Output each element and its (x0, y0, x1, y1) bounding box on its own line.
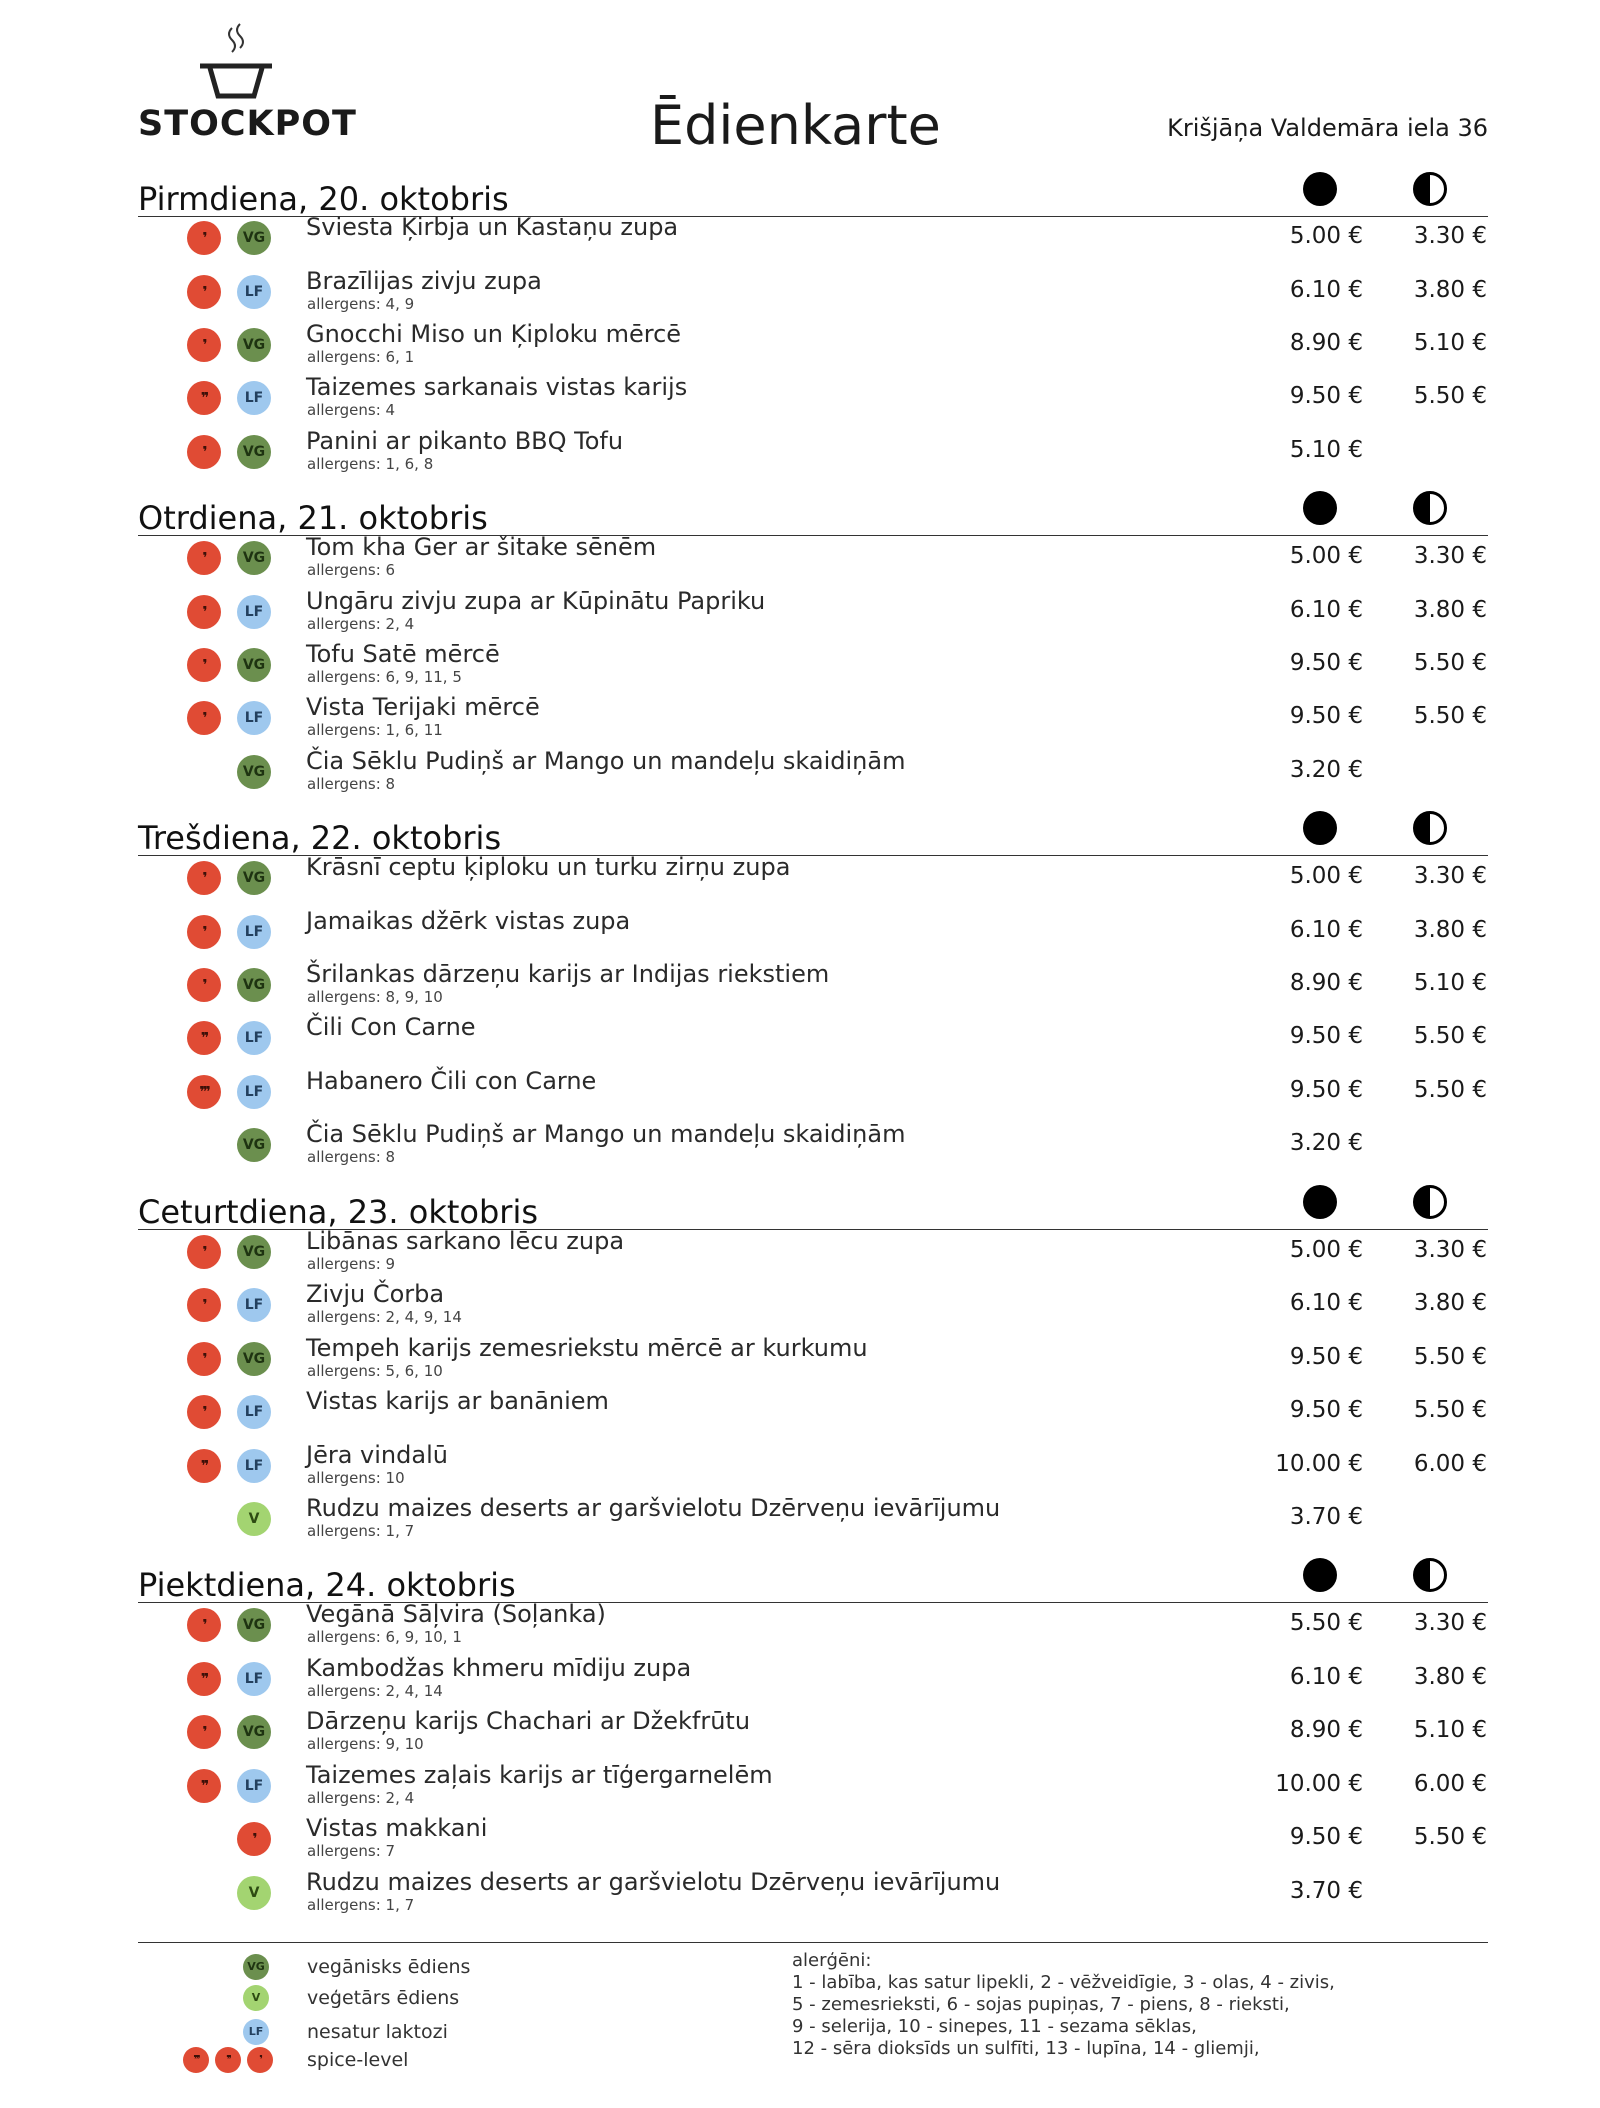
menu-item (0, 1389, 1600, 1441)
vegan-badge: VG (237, 968, 271, 1002)
price-full: 9.50 € (1289, 703, 1363, 729)
menu-item (0, 642, 1600, 694)
chili-icon: ❜ (187, 275, 221, 309)
chili-icon: ❜ (187, 701, 221, 735)
half-portion-icon (1413, 811, 1447, 845)
price-half: 3.80 € (1413, 597, 1487, 623)
chili-icon: ❜ (187, 915, 221, 949)
dish-allergens: allergens: 1, 6, 11 (307, 721, 443, 739)
lactose-free-badge: LF (237, 1075, 271, 1109)
menu-item (0, 1763, 1600, 1815)
price-half: 3.80 € (1413, 917, 1487, 943)
menu-item (0, 909, 1600, 961)
price-half: 3.30 € (1413, 543, 1487, 569)
dish-name: Libānas sarkano lēcu zupa (306, 1227, 625, 1255)
stockpot-logo (138, 22, 357, 152)
menu-item (0, 1336, 1600, 1388)
dish-name: Tempeh karijs zemesriekstu mērcē ar kurkumu (306, 1334, 868, 1362)
dish-allergens: allergens: 2, 4, 14 (307, 1682, 443, 1700)
dish-name: Panini ar pikanto BBQ Tofu (306, 427, 624, 455)
lactose-free-badge: LF (243, 2019, 269, 2045)
dish-name: Tofu Satē mērcē (306, 640, 500, 668)
price-full: 8.90 € (1289, 330, 1363, 356)
price-half: 5.50 € (1413, 1824, 1487, 1850)
price-half: 5.50 € (1413, 383, 1487, 409)
price-full: 3.20 € (1289, 757, 1363, 783)
dish-name: Vista Terijaki mērcē (306, 693, 540, 721)
dish-allergens: allergens: 8 (307, 775, 396, 793)
vegan-badge: VG (237, 755, 271, 789)
chili-icon: ❜ (187, 1235, 221, 1269)
menu-item (0, 1015, 1600, 1067)
chili-icon: ❜❜ (187, 1662, 221, 1696)
menu-item (0, 1602, 1600, 1654)
full-portion-icon (1303, 491, 1337, 525)
price-half: 5.50 € (1413, 650, 1487, 676)
price-full: 9.50 € (1289, 1077, 1363, 1103)
price-full: 5.00 € (1289, 1237, 1363, 1263)
chili-icon: ❜ (187, 1288, 221, 1322)
dish-allergens: allergens: 2, 4 (307, 1789, 415, 1807)
chili-icon: ❜ (187, 968, 221, 1002)
dish-allergens: allergens: 6, 9, 10, 1 (307, 1628, 462, 1646)
dish-name: Gnocchi Miso un Ķiploku mērcē (306, 320, 682, 348)
lactose-free-badge: LF (237, 1021, 271, 1055)
half-portion-icon (1413, 172, 1447, 206)
address: Krišjāņa Valdemāra iela 36 (1167, 114, 1488, 142)
vegan-badge: VG (237, 221, 271, 255)
chili-icon: ❜ (187, 1608, 221, 1642)
menu-item (0, 429, 1600, 481)
day-header (138, 1183, 1488, 1230)
lactose-free-badge: LF (237, 1769, 271, 1803)
dish-name: Taizemes zaļais karijs ar tīģergarnelēm (306, 1761, 773, 1789)
half-portion-icon (1413, 1558, 1447, 1592)
chili-icon: ❜❜ (187, 381, 221, 415)
vegan-badge: VG (237, 648, 271, 682)
price-half: 5.10 € (1413, 1717, 1487, 1743)
menu-item (0, 695, 1600, 747)
dish-allergens: allergens: 10 (307, 1469, 405, 1487)
dish-name: Kambodžas khmeru mīdiju zupa (306, 1654, 692, 1682)
chili-icon: ❜❜ (187, 1449, 221, 1483)
dish-allergens: allergens: 6, 1 (307, 348, 415, 366)
vegan-badge: VG (237, 1608, 271, 1642)
dish-name: Vistas makkani (306, 1814, 488, 1842)
dish-allergens: allergens: 6, 9, 11, 5 (307, 668, 462, 686)
lactose-free-badge: LF (237, 1449, 271, 1483)
menu-item (0, 1282, 1600, 1334)
chili-icon: ❜❜ (187, 1021, 221, 1055)
dish-allergens: allergens: 2, 4, 9, 14 (307, 1308, 462, 1326)
day-title: Trešdiena, 22. oktobris (138, 819, 502, 857)
chili-icon: ❜ (187, 648, 221, 682)
chili-icon: ❜ (187, 435, 221, 469)
chili-icon: ❜ (187, 328, 221, 362)
price-half: 5.10 € (1413, 970, 1487, 996)
vegan-badge: VG (243, 1954, 269, 1980)
chili-icon: ❜❜❜ (183, 2047, 209, 2073)
price-half: 3.80 € (1413, 277, 1487, 303)
menu-item (0, 1443, 1600, 1495)
lactose-free-badge: LF (237, 701, 271, 735)
dish-name: Rudzu maizes deserts ar garšvielotu Dzērveņu ievārījumu (306, 1494, 1001, 1522)
price-full: 8.90 € (1289, 970, 1363, 996)
vegan-badge: VG (237, 328, 271, 362)
lactose-free-badge: LF (237, 1662, 271, 1696)
price-half: 3.30 € (1413, 1237, 1487, 1263)
price-half: 5.50 € (1413, 1023, 1487, 1049)
price-full: 6.10 € (1289, 277, 1363, 303)
price-half: 5.50 € (1413, 1397, 1487, 1423)
price-half: 3.80 € (1413, 1664, 1487, 1690)
menu-item (0, 1229, 1600, 1281)
legend-label: veģetārs ēdiens (307, 1987, 460, 2009)
price-full: 9.50 € (1289, 650, 1363, 676)
price-half: 3.80 € (1413, 1290, 1487, 1316)
chili-icon: ❜ (187, 221, 221, 255)
price-full: 9.50 € (1289, 1023, 1363, 1049)
price-full: 10.00 € (1275, 1771, 1363, 1797)
menu-item (0, 215, 1600, 267)
price-full: 5.10 € (1289, 437, 1363, 463)
allergens-line: 9 - selerija, 10 - sinepes, 11 - sezama sēklas, (792, 2016, 1197, 2037)
day-title: Pirmdiena, 20. oktobris (138, 180, 509, 218)
price-full: 6.10 € (1289, 917, 1363, 943)
menu-item (0, 1870, 1600, 1922)
menu-item (0, 269, 1600, 321)
dish-name: Krāsnī ceptu ķiploku un turku zirņu zupa (306, 853, 791, 881)
menu-item (0, 589, 1600, 641)
vegan-badge: VG (237, 1342, 271, 1376)
price-half: 3.30 € (1413, 863, 1487, 889)
chili-icon: ❜❜ (187, 1769, 221, 1803)
menu-item (0, 855, 1600, 907)
menu-item (0, 1709, 1600, 1761)
price-half: 5.50 € (1413, 1077, 1487, 1103)
legend-item (0, 1954, 700, 1984)
dish-name: Jamaikas džērk vistas zupa (306, 907, 631, 935)
price-half: 3.30 € (1413, 1610, 1487, 1636)
price-half: 5.50 € (1413, 703, 1487, 729)
price-full: 10.00 € (1275, 1451, 1363, 1477)
legend-divider (138, 1942, 1488, 1943)
price-full: 5.00 € (1289, 543, 1363, 569)
chili-icon: ❜ (187, 1395, 221, 1429)
menu-item (0, 962, 1600, 1014)
lactose-free-badge: LF (237, 381, 271, 415)
legend-label: vegānisks ēdiens (307, 1956, 471, 1978)
vegan-badge: VG (237, 1715, 271, 1749)
dish-allergens: allergens: 2, 4 (307, 615, 415, 633)
price-half: 5.10 € (1413, 330, 1487, 356)
legend-item (0, 2019, 700, 2049)
dish-name: Šrilankas dārzeņu karijs ar Indijas riekstiem (306, 960, 830, 988)
dish-name: Brazīlijas zivju zupa (306, 267, 542, 295)
dish-allergens: allergens: 1, 6, 8 (307, 455, 434, 473)
lactose-free-badge: LF (237, 595, 271, 629)
legend-item (0, 2047, 700, 2077)
vegan-badge: VG (237, 1128, 271, 1162)
half-portion-icon (1413, 1185, 1447, 1219)
logo-text: STOCKPOT (138, 104, 357, 144)
day-title: Piektdiena, 24. oktobris (138, 1566, 516, 1604)
chili-icon: ❜ (187, 541, 221, 575)
lactose-free-badge: LF (237, 1395, 271, 1429)
dish-name: Čia Sēklu Pudiņš ar Mango un mandeļu skaidiņām (306, 747, 906, 775)
dish-allergens: allergens: 4 (307, 401, 396, 419)
dish-allergens: allergens: 8 (307, 1148, 396, 1166)
price-half: 6.00 € (1413, 1451, 1487, 1477)
price-full: 9.50 € (1289, 1397, 1363, 1423)
price-full: 5.50 € (1289, 1610, 1363, 1636)
menu-item (0, 535, 1600, 587)
chili-icon: ❜ (187, 1715, 221, 1749)
price-full: 5.00 € (1289, 863, 1363, 889)
chili-icon: ❜ (187, 595, 221, 629)
full-portion-icon (1303, 1185, 1337, 1219)
chili-icon: ❜ (247, 2047, 273, 2073)
allergens-line: 5 - zemesrieksti, 6 - sojas pupiņas, 7 - piens, 8 - rieksti, (792, 1994, 1290, 2015)
page-title: Ēdienkarte (650, 94, 941, 157)
dish-name: Rudzu maizes deserts ar garšvielotu Dzērveņu ievārījumu (306, 1868, 1001, 1896)
dish-name: Taizemes sarkanais vistas karijs (306, 373, 688, 401)
price-full: 9.50 € (1289, 383, 1363, 409)
price-full: 6.10 € (1289, 597, 1363, 623)
lactose-free-badge: LF (237, 275, 271, 309)
dish-name: Tom kha Ger ar šitake sēnēm (306, 533, 657, 561)
dish-name: Jēra vindalū (306, 1441, 448, 1469)
menu-item (0, 1069, 1600, 1121)
price-full: 9.50 € (1289, 1344, 1363, 1370)
legend-label: nesatur laktozi (307, 2021, 448, 2043)
allergens-line: 1 - labība, kas satur lipekli, 2 - vēžveidīgie, 3 - olas, 4 - zivis, (792, 1972, 1335, 1993)
price-full: 3.70 € (1289, 1504, 1363, 1530)
dish-allergens: allergens: 6 (307, 561, 396, 579)
dish-name: Čili Con Carne (306, 1013, 476, 1041)
half-portion-icon (1413, 491, 1447, 525)
price-full: 5.00 € (1289, 223, 1363, 249)
vegetarian-badge: V (237, 1876, 271, 1910)
day-header (138, 1556, 1488, 1603)
price-half: 3.30 € (1413, 223, 1487, 249)
dish-name: Zivju Čorba (306, 1280, 445, 1308)
dish-allergens: allergens: 5, 6, 10 (307, 1362, 443, 1380)
dish-name: Dārzeņu karijs Chachari ar Džekfrūtu (306, 1707, 751, 1735)
menu-item (0, 322, 1600, 374)
allergens-line: 12 - sēra dioksīds un sulfīti, 13 - lupīna, 14 - gliemji, (792, 2038, 1260, 2059)
dish-name: Vistas karijs ar banāniem (306, 1387, 609, 1415)
vegetarian-badge: V (243, 1985, 269, 2011)
menu-item (0, 1496, 1600, 1548)
day-header (138, 170, 1488, 217)
legend-label: spice-level (307, 2049, 409, 2071)
dish-allergens: allergens: 7 (307, 1842, 396, 1860)
price-half: 6.00 € (1413, 1771, 1487, 1797)
vegan-badge: VG (237, 1235, 271, 1269)
price-full: 9.50 € (1289, 1824, 1363, 1850)
legend-item (0, 1985, 700, 2015)
dish-allergens: allergens: 1, 7 (307, 1896, 415, 1914)
menu-item (0, 1656, 1600, 1708)
allergens-legend (792, 1950, 1335, 2060)
day-header (138, 809, 1488, 856)
full-portion-icon (1303, 172, 1337, 206)
day-title: Ceturtdiena, 23. oktobris (138, 1193, 539, 1231)
menu-item (0, 375, 1600, 427)
price-full: 3.20 € (1289, 1130, 1363, 1156)
lactose-free-badge: LF (237, 1288, 271, 1322)
vegetarian-badge: V (237, 1502, 271, 1536)
chili-icon: ❜ (187, 1342, 221, 1376)
dish-name: Ungāru zivju zupa ar Kūpinātu Papriku (306, 587, 766, 615)
menu-item (0, 1816, 1600, 1868)
day-header (138, 489, 1488, 536)
price-full: 8.90 € (1289, 1717, 1363, 1743)
full-portion-icon (1303, 811, 1337, 845)
menu-item (0, 1122, 1600, 1174)
vegan-badge: VG (237, 541, 271, 575)
price-half: 5.50 € (1413, 1344, 1487, 1370)
pot-icon (196, 22, 276, 104)
lactose-free-badge: LF (237, 915, 271, 949)
chili-icon: ❜❜ (215, 2047, 241, 2073)
dish-allergens: allergens: 9 (307, 1255, 396, 1273)
dish-name: Čia Sēklu Pudiņš ar Mango un mandeļu skaidiņām (306, 1120, 906, 1148)
vegan-badge: VG (237, 861, 271, 895)
full-portion-icon (1303, 1558, 1337, 1592)
chili-icon: ❜ (237, 1822, 271, 1856)
chili-icon: ❜❜❜ (187, 1075, 221, 1109)
vegan-badge: VG (237, 435, 271, 469)
day-title: Otrdiena, 21. oktobris (138, 499, 488, 537)
dish-name: Vegānā Sāļvira (Soļanka) (306, 1600, 606, 1628)
dish-allergens: allergens: 9, 10 (307, 1735, 424, 1753)
allergens-title: alerģēni: (792, 1950, 872, 1971)
dish-allergens: allergens: 8, 9, 10 (307, 988, 443, 1006)
dish-name: Sviesta Ķirbja un Kastaņu zupa (306, 213, 679, 241)
dish-name: Habanero Čili con Carne (306, 1067, 597, 1095)
dish-allergens: allergens: 4, 9 (307, 295, 415, 313)
dish-allergens: allergens: 1, 7 (307, 1522, 415, 1540)
price-full: 6.10 € (1289, 1290, 1363, 1316)
chili-icon: ❜ (187, 861, 221, 895)
price-full: 3.70 € (1289, 1878, 1363, 1904)
menu-item (0, 749, 1600, 801)
price-full: 6.10 € (1289, 1664, 1363, 1690)
